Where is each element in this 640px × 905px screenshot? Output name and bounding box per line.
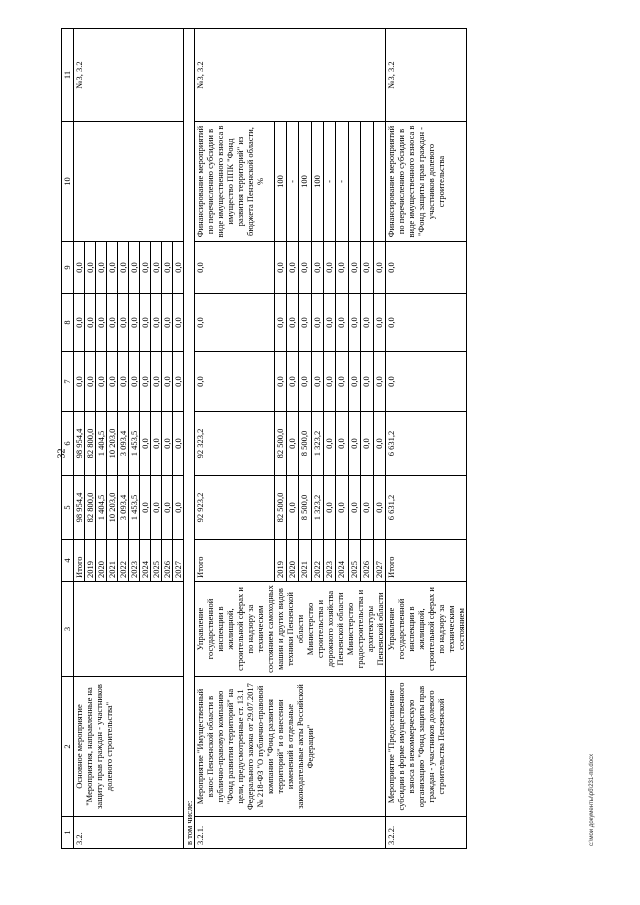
- value-col7: 0,0: [96, 352, 107, 412]
- value-col9: 0,0: [162, 242, 173, 294]
- year-cell: 2025: [151, 540, 162, 582]
- value-total: 1 404,5: [96, 476, 107, 540]
- value-col8: 0,0: [173, 294, 184, 352]
- footer-path: c:\мои документы\рб\231-пп.docx: [589, 753, 595, 846]
- value-total: 8 500,0: [299, 476, 311, 540]
- value-col7: 0,0: [311, 352, 323, 412]
- value-col8: 0,0: [195, 294, 275, 352]
- value-regional: 1 323,2: [311, 412, 323, 476]
- value-col9: 0,0: [107, 242, 118, 294]
- year-cell: 2021: [107, 540, 118, 582]
- value-col7: 0,0: [348, 352, 360, 412]
- value-total: 0,0: [173, 476, 184, 540]
- measure-name: Мероприятие "Имущественный взнос Пензенской области в публично-правовую компанию "Фонд развития территорий" на цели, предусмотренные ст. 13.1 Федерального закона от 29.07.2017 № 218-ФЗ "О публично-правовой компании "Фонд развития территорий" и о внесении изменений в отдельные законодательные акты Российской Федерации": [195, 677, 386, 817]
- executor: Управление государственной инспекции в жилищной, строительной сферах и по надзору за техническим состоянием самоходных машин и других видов техники Пензенской области Министерство строительства и дорожного хозяйства Пензенской области Министерство градостроительства и архитектуры Пензенской области: [195, 582, 386, 677]
- year-cell: 2026: [361, 540, 373, 582]
- year-cell: 2022: [311, 540, 323, 582]
- value-col8: 0,0: [96, 294, 107, 352]
- indicator-value: -: [336, 122, 348, 242]
- value-col8: 0,0: [348, 294, 360, 352]
- value-regional: 0,0: [173, 412, 184, 476]
- value-col7: 0,0: [107, 352, 118, 412]
- column-number: 7: [62, 352, 74, 412]
- value-col9: 0,0: [129, 242, 140, 294]
- value-col7: 0,0: [85, 352, 96, 412]
- year-cell: 2027: [173, 540, 184, 582]
- year-cell: 2026: [162, 540, 173, 582]
- column-number-row: [62, 29, 74, 849]
- value-col9: 0,0: [336, 242, 348, 294]
- column-number: 5: [62, 476, 74, 540]
- in-total-label: в том числе:: [184, 29, 195, 849]
- value-col8: 0,0: [274, 294, 286, 352]
- value-regional: 82 500,0: [274, 412, 286, 476]
- year-cell: 2023: [324, 540, 336, 582]
- value-regional: 1 453,5: [129, 412, 140, 476]
- value-total: 0,0: [361, 476, 373, 540]
- value-total: 0,0: [140, 476, 151, 540]
- year-cell: 2027: [373, 540, 385, 582]
- value-col8: 0,0: [287, 294, 299, 352]
- row-number: 3.2.1.: [195, 817, 386, 849]
- value-col7: 0,0: [118, 352, 129, 412]
- value-total: 0,0: [162, 476, 173, 540]
- value-col9: 0,0: [299, 242, 311, 294]
- value-total: 82 500,0: [274, 476, 286, 540]
- value-col8: 0,0: [85, 294, 96, 352]
- value-total: 10 203,0: [107, 476, 118, 540]
- page-number: 32: [56, 448, 68, 459]
- value-col7: 0,0: [129, 352, 140, 412]
- year-cell: Итого: [195, 540, 275, 582]
- column-number: 6: [62, 412, 74, 476]
- value-regional: 3 093,4: [118, 412, 129, 476]
- value-col8: 0,0: [386, 294, 467, 352]
- value-regional: 0,0: [336, 412, 348, 476]
- value-col7: 0,0: [151, 352, 162, 412]
- value-total: 0,0: [348, 476, 360, 540]
- table-row: [195, 29, 275, 849]
- column-number: 9: [62, 242, 74, 294]
- value-col7: 0,0: [386, 352, 467, 412]
- measure-name: Основное мероприятие "Мероприятия, направленные на защиту прав граждан - участников долевого строительства": [74, 677, 184, 817]
- value-col9: 0,0: [274, 242, 286, 294]
- value-col8: 0,0: [151, 294, 162, 352]
- measure-name: Мероприятие "Предоставление субсидии в форме имущественного взноса в некоммерческую организацию "Фонд защиты прав граждан - участников долевого строительства Пензенской: [386, 677, 467, 817]
- value-total: 3 093,4: [118, 476, 129, 540]
- value-regional: 0,0: [348, 412, 360, 476]
- value-total: 92 923,2: [195, 476, 275, 540]
- value-col9: 0,0: [140, 242, 151, 294]
- year-cell: 2022: [118, 540, 129, 582]
- value-total: 0,0: [373, 476, 385, 540]
- column-number: 2: [62, 677, 74, 817]
- reference-cell: №3, 3.2: [386, 29, 467, 122]
- value-col8: 0,0: [336, 294, 348, 352]
- value-total: 0,0: [287, 476, 299, 540]
- value-total: 1 453,5: [129, 476, 140, 540]
- column-number: 1: [62, 817, 74, 849]
- indicator-text: Финансирование мероприятий по перечислению субсидии в виде имущественного взноса в имущество ППК "Фонд развития территорий" из бюджета Пензенской области, %: [195, 122, 275, 242]
- value-regional: 0,0: [324, 412, 336, 476]
- indicator-value: -: [287, 122, 299, 242]
- year-cell: 2020: [287, 540, 299, 582]
- value-total: 6 631,2: [386, 476, 467, 540]
- year-cell: 2024: [140, 540, 151, 582]
- value-col9: 0,0: [287, 242, 299, 294]
- value-regional: 1 404,5: [96, 412, 107, 476]
- value-col7: 0,0: [336, 352, 348, 412]
- row-number: 3.2.2.: [386, 817, 467, 849]
- value-col7: 0,0: [287, 352, 299, 412]
- indicator-value: [348, 122, 360, 242]
- indicator-text: Финансирование мероприятий по перечислению субсидии в виде имущественного взноса в "Фонд защиты прав граждан - участников долевого строительства: [386, 122, 467, 242]
- indicator-text: [74, 122, 184, 242]
- value-regional: 92 323,2: [195, 412, 275, 476]
- executor: Управление государственной инспекции в жилищной, строительной сферах и по надзору за техническим состоянием: [386, 582, 467, 677]
- value-col8: 0,0: [162, 294, 173, 352]
- value-col9: 0,0: [173, 242, 184, 294]
- value-col7: 0,0: [274, 352, 286, 412]
- program-table: [61, 28, 467, 849]
- value-regional: 98 954,4: [74, 412, 85, 476]
- year-cell: 2023: [129, 540, 140, 582]
- value-total: 98 954,4: [74, 476, 85, 540]
- value-regional: 82 800,0: [85, 412, 96, 476]
- value-col8: 0,0: [107, 294, 118, 352]
- column-number: 4: [62, 540, 74, 582]
- value-col8: 0,0: [361, 294, 373, 352]
- value-col9: 0,0: [74, 242, 85, 294]
- value-total: 0,0: [336, 476, 348, 540]
- year-cell: 2021: [299, 540, 311, 582]
- value-regional: 6 631,2: [386, 412, 467, 476]
- value-regional: 10 203,0: [107, 412, 118, 476]
- value-col9: 0,0: [195, 242, 275, 294]
- value-col7: 0,0: [373, 352, 385, 412]
- column-number: 10: [62, 122, 74, 242]
- year-cell: 2020: [96, 540, 107, 582]
- value-col8: 0,0: [373, 294, 385, 352]
- table-row: [74, 29, 85, 849]
- year-cell: 2019: [85, 540, 96, 582]
- indicator-value: [373, 122, 385, 242]
- value-col7: 0,0: [162, 352, 173, 412]
- value-total: 0,0: [324, 476, 336, 540]
- value-col7: 0,0: [74, 352, 85, 412]
- value-col8: 0,0: [311, 294, 323, 352]
- reference-cell: №3, 3.2: [195, 29, 386, 122]
- column-number: 8: [62, 294, 74, 352]
- value-col9: 0,0: [324, 242, 336, 294]
- column-number: 3: [62, 582, 74, 677]
- value-regional: 0,0: [373, 412, 385, 476]
- value-col9: 0,0: [151, 242, 162, 294]
- indicator-value: -: [324, 122, 336, 242]
- value-col7: 0,0: [173, 352, 184, 412]
- value-regional: 8 500,0: [299, 412, 311, 476]
- value-regional: 0,0: [162, 412, 173, 476]
- year-cell: 2025: [348, 540, 360, 582]
- value-col8: 0,0: [129, 294, 140, 352]
- value-col8: 0,0: [118, 294, 129, 352]
- value-total: 0,0: [151, 476, 162, 540]
- indicator-value: 100: [299, 122, 311, 242]
- value-col9: 0,0: [118, 242, 129, 294]
- year-cell: 2024: [336, 540, 348, 582]
- value-col9: 0,0: [96, 242, 107, 294]
- value-col9: 0,0: [361, 242, 373, 294]
- rotated-table-container: [61, 29, 601, 849]
- year-cell: Итого: [386, 540, 467, 582]
- value-col9: 0,0: [373, 242, 385, 294]
- value-col8: 0,0: [140, 294, 151, 352]
- value-col9: 0,0: [311, 242, 323, 294]
- indicator-value: 100: [311, 122, 323, 242]
- value-regional: 0,0: [140, 412, 151, 476]
- value-col8: 0,0: [74, 294, 85, 352]
- column-number: 11: [62, 29, 74, 122]
- row-number: 3.2.: [74, 817, 184, 849]
- value-col7: 0,0: [299, 352, 311, 412]
- value-total: 82 800,0: [85, 476, 96, 540]
- table-row: [386, 29, 467, 849]
- reference-cell: №3, 3.2: [74, 29, 184, 122]
- value-col7: 0,0: [361, 352, 373, 412]
- indicator-value: 100: [274, 122, 286, 242]
- value-col9: 0,0: [348, 242, 360, 294]
- year-cell: 2019: [274, 540, 286, 582]
- indicator-value: [361, 122, 373, 242]
- value-total: 1 323,2: [311, 476, 323, 540]
- value-col9: 0,0: [386, 242, 467, 294]
- value-col7: 0,0: [324, 352, 336, 412]
- value-regional: 0,0: [287, 412, 299, 476]
- value-col7: 0,0: [140, 352, 151, 412]
- in-total-row: [184, 29, 195, 849]
- value-col8: 0,0: [299, 294, 311, 352]
- value-col7: 0,0: [195, 352, 275, 412]
- value-col9: 0,0: [85, 242, 96, 294]
- value-regional: 0,0: [151, 412, 162, 476]
- year-cell: Итого: [74, 540, 85, 582]
- value-regional: 0,0: [361, 412, 373, 476]
- executor: [74, 582, 184, 677]
- value-col8: 0,0: [324, 294, 336, 352]
